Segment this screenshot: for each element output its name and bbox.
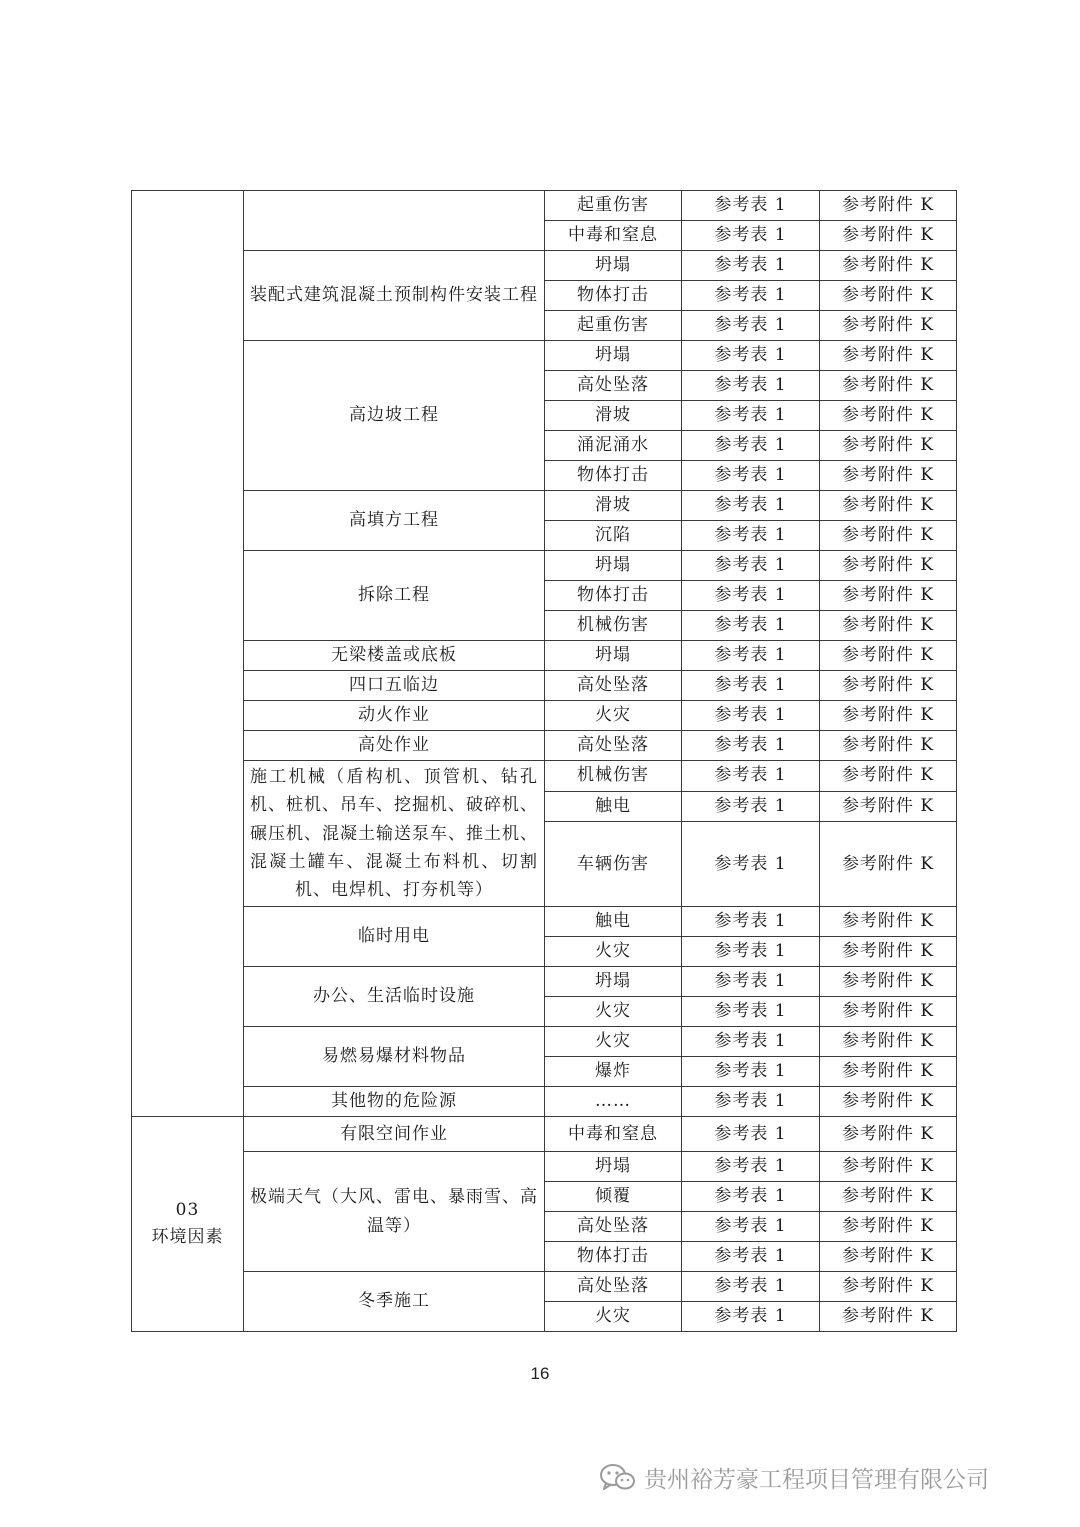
reference-table-cell: 参考表 1 xyxy=(682,341,820,371)
hazard-cell: 高处坠落 xyxy=(545,371,682,401)
reference-appendix-cell: 参考附件 K xyxy=(820,671,957,701)
hazard-cell: 火灾 xyxy=(545,997,682,1027)
reference-appendix-cell: 参考附件 K xyxy=(820,611,957,641)
reference-appendix-cell: 参考附件 K xyxy=(820,761,957,792)
reference-table-cell: 参考表 1 xyxy=(682,1212,820,1242)
reference-appendix-cell: 参考附件 K xyxy=(820,1117,957,1152)
item-cell: 高边坡工程 xyxy=(244,341,545,491)
table-row xyxy=(132,907,957,937)
hazard-cell: 爆炸 xyxy=(545,1057,682,1087)
hazard-cell: 坍塌 xyxy=(545,1152,682,1182)
item-cell: 无梁楼盖或底板 xyxy=(244,641,545,671)
reference-appendix-cell: 参考附件 K xyxy=(820,907,957,937)
reference-appendix-cell: 参考附件 K xyxy=(820,431,957,461)
hazard-cell: 机械伤害 xyxy=(545,611,682,641)
item-cell: 极端天气（大风、雷电、暴雨雪、高温等） xyxy=(244,1152,545,1272)
hazard-cell: 坍塌 xyxy=(545,341,682,371)
hazard-cell: 滑坡 xyxy=(545,401,682,431)
reference-appendix-cell: 参考附件 K xyxy=(820,641,957,671)
hazard-cell: 车辆伤害 xyxy=(545,822,682,907)
table-row xyxy=(132,251,957,281)
item-cell: 有限空间作业 xyxy=(244,1117,545,1152)
reference-appendix-cell: 参考附件 K xyxy=(820,997,957,1027)
reference-table-cell: 参考表 1 xyxy=(682,191,820,221)
reference-table-cell: 参考表 1 xyxy=(682,731,820,761)
reference-table-cell: 参考表 1 xyxy=(682,1152,820,1182)
item-cell xyxy=(244,191,545,251)
item-cell: 高处作业 xyxy=(244,731,545,761)
reference-appendix-cell: 参考附件 K xyxy=(820,1152,957,1182)
hazard-cell: 涌泥涌水 xyxy=(545,431,682,461)
hazard-cell: 物体打击 xyxy=(545,581,682,611)
reference-table-cell: 参考表 1 xyxy=(682,822,820,907)
hazard-cell: 火灾 xyxy=(545,937,682,967)
reference-appendix-cell: 参考附件 K xyxy=(820,401,957,431)
hazard-cell: 坍塌 xyxy=(545,251,682,281)
item-cell: 冬季施工 xyxy=(244,1272,545,1332)
reference-table-cell: 参考表 1 xyxy=(682,641,820,671)
reference-appendix-cell: 参考附件 K xyxy=(820,701,957,731)
watermark xyxy=(598,1459,989,1495)
reference-table-cell: 参考表 1 xyxy=(682,491,820,521)
reference-table-cell: 参考表 1 xyxy=(682,371,820,401)
hazard-cell: 高处坠落 xyxy=(545,1272,682,1302)
table-row xyxy=(132,731,957,761)
item-cell: 其他物的危险源 xyxy=(244,1087,545,1117)
reference-table-cell: 参考表 1 xyxy=(682,1242,820,1272)
table-row xyxy=(132,967,957,997)
reference-table-cell: 参考表 1 xyxy=(682,431,820,461)
table-row xyxy=(132,551,957,581)
reference-appendix-cell: 参考附件 K xyxy=(820,491,957,521)
reference-table-cell: 参考表 1 xyxy=(682,311,820,341)
reference-appendix-cell: 参考附件 K xyxy=(820,341,957,371)
hazard-cell: 坍塌 xyxy=(545,967,682,997)
item-cell: 高填方工程 xyxy=(244,491,545,551)
table-row xyxy=(132,761,957,792)
reference-table-cell: 参考表 1 xyxy=(682,761,820,792)
hazard-cell: 物体打击 xyxy=(545,461,682,491)
watermark-text: 贵州裕芳豪工程项目管理有限公司 xyxy=(644,1466,989,1493)
reference-table-cell: 参考表 1 xyxy=(682,1117,820,1152)
hazard-cell: 起重伤害 xyxy=(545,191,682,221)
reference-table-cell: 参考表 1 xyxy=(682,671,820,701)
reference-appendix-cell: 参考附件 K xyxy=(820,521,957,551)
item-cell: 临时用电 xyxy=(244,907,545,967)
item-cell: 动火作业 xyxy=(244,701,545,731)
hazard-cell: 倾覆 xyxy=(545,1182,682,1212)
hazard-cell: 火灾 xyxy=(545,1027,682,1057)
reference-table-cell: 参考表 1 xyxy=(682,1087,820,1117)
reference-appendix-cell: 参考附件 K xyxy=(820,1087,957,1117)
reference-appendix-cell: 参考附件 K xyxy=(820,551,957,581)
table-row xyxy=(132,341,957,371)
table-row xyxy=(132,1117,957,1152)
reference-table-cell: 参考表 1 xyxy=(682,997,820,1027)
category-cell xyxy=(132,191,244,1117)
reference-appendix-cell: 参考附件 K xyxy=(820,191,957,221)
hazard-cell: 中毒和窒息 xyxy=(545,221,682,251)
hazard-cell: 起重伤害 xyxy=(545,311,682,341)
item-cell: 办公、生活临时设施 xyxy=(244,967,545,1027)
reference-appendix-cell: 参考附件 K xyxy=(820,1027,957,1057)
reference-table-cell: 参考表 1 xyxy=(682,1057,820,1087)
reference-appendix-cell: 参考附件 K xyxy=(820,731,957,761)
reference-table-cell: 参考表 1 xyxy=(682,521,820,551)
hazard-cell: 火灾 xyxy=(545,1302,682,1332)
reference-appendix-cell: 参考附件 K xyxy=(820,1302,957,1332)
reference-appendix-cell: 参考附件 K xyxy=(820,461,957,491)
reference-table-cell: 参考表 1 xyxy=(682,461,820,491)
hazard-table xyxy=(131,190,957,1332)
reference-table-cell: 参考表 1 xyxy=(682,1182,820,1212)
hazard-cell: 坍塌 xyxy=(545,641,682,671)
reference-appendix-cell: 参考附件 K xyxy=(820,371,957,401)
reference-appendix-cell: 参考附件 K xyxy=(820,581,957,611)
reference-table-cell: 参考表 1 xyxy=(682,221,820,251)
item-cell: 四口五临边 xyxy=(244,671,545,701)
hazard-cell: 触电 xyxy=(545,791,682,822)
item-cell: 拆除工程 xyxy=(244,551,545,641)
reference-appendix-cell: 参考附件 K xyxy=(820,1272,957,1302)
item-cell: 施工机械（盾构机、顶管机、钻孔机、桩机、吊车、挖掘机、破碎机、碾压机、混凝土输送泵车、推土机、混凝土罐车、混凝土布料机、切割机、电焊机、打夯机等） xyxy=(244,761,545,907)
table-row xyxy=(132,1027,957,1057)
reference-appendix-cell: 参考附件 K xyxy=(820,791,957,822)
reference-table-cell: 参考表 1 xyxy=(682,791,820,822)
reference-table-cell: 参考表 1 xyxy=(682,907,820,937)
reference-appendix-cell: 参考附件 K xyxy=(820,822,957,907)
hazard-cell: …… xyxy=(545,1087,682,1117)
reference-table-cell: 参考表 1 xyxy=(682,611,820,641)
table-row xyxy=(132,701,957,731)
reference-table-cell: 参考表 1 xyxy=(682,401,820,431)
table-row xyxy=(132,1272,957,1302)
reference-appendix-cell: 参考附件 K xyxy=(820,1057,957,1087)
hazard-cell: 高处坠落 xyxy=(545,731,682,761)
category-cell: 03 环境因素 xyxy=(132,1117,244,1332)
reference-appendix-cell: 参考附件 K xyxy=(820,1212,957,1242)
reference-appendix-cell: 参考附件 K xyxy=(820,967,957,997)
table-row xyxy=(132,191,957,221)
wechat-icon xyxy=(598,1462,636,1492)
table-row xyxy=(132,1087,957,1117)
reference-table-cell: 参考表 1 xyxy=(682,1027,820,1057)
hazard-cell: 沉陷 xyxy=(545,521,682,551)
reference-appendix-cell: 参考附件 K xyxy=(820,937,957,967)
hazard-cell: 高处坠落 xyxy=(545,1212,682,1242)
hazard-cell: 物体打击 xyxy=(545,281,682,311)
reference-table-cell: 参考表 1 xyxy=(682,967,820,997)
reference-table-cell: 参考表 1 xyxy=(682,551,820,581)
hazard-cell: 坍塌 xyxy=(545,551,682,581)
reference-table-cell: 参考表 1 xyxy=(682,701,820,731)
reference-appendix-cell: 参考附件 K xyxy=(820,311,957,341)
reference-table-cell: 参考表 1 xyxy=(682,1272,820,1302)
table-row xyxy=(132,641,957,671)
reference-table-cell: 参考表 1 xyxy=(682,937,820,967)
reference-table-cell: 参考表 1 xyxy=(682,281,820,311)
reference-appendix-cell: 参考附件 K xyxy=(820,1242,957,1272)
page-number: 16 xyxy=(530,1364,550,1383)
hazard-cell: 触电 xyxy=(545,907,682,937)
hazard-cell: 机械伤害 xyxy=(545,761,682,792)
table-row xyxy=(132,671,957,701)
reference-appendix-cell: 参考附件 K xyxy=(820,281,957,311)
hazard-cell: 高处坠落 xyxy=(545,671,682,701)
reference-table-cell: 参考表 1 xyxy=(682,1302,820,1332)
reference-appendix-cell: 参考附件 K xyxy=(820,1182,957,1212)
item-cell: 易燃易爆材料物品 xyxy=(244,1027,545,1087)
hazard-cell: 物体打击 xyxy=(545,1242,682,1272)
hazard-cell: 中毒和窒息 xyxy=(545,1117,682,1152)
table-row xyxy=(132,1152,957,1182)
reference-table-cell: 参考表 1 xyxy=(682,581,820,611)
hazard-cell: 火灾 xyxy=(545,701,682,731)
item-cell: 装配式建筑混凝土预制构件安装工程 xyxy=(244,251,545,341)
table-row xyxy=(132,491,957,521)
hazard-cell: 滑坡 xyxy=(545,491,682,521)
reference-appendix-cell: 参考附件 K xyxy=(820,251,957,281)
reference-table-cell: 参考表 1 xyxy=(682,251,820,281)
reference-appendix-cell: 参考附件 K xyxy=(820,221,957,251)
